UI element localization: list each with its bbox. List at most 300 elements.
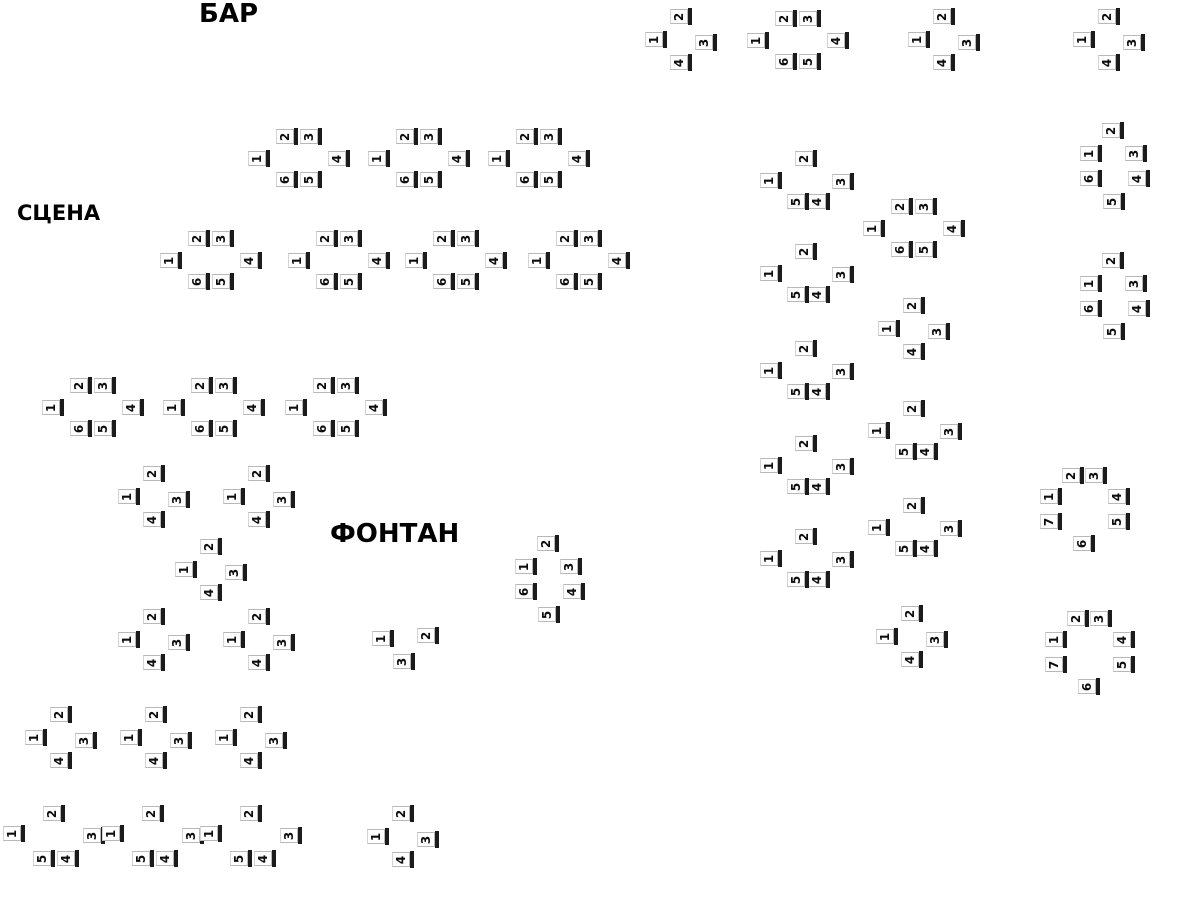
seat-number: 3 xyxy=(833,555,848,564)
seat-4[interactable] xyxy=(568,150,591,167)
seat-2[interactable] xyxy=(248,465,271,482)
seat-backrest-icon xyxy=(423,252,427,269)
seat-3[interactable] xyxy=(940,520,963,537)
seat-1[interactable] xyxy=(200,825,223,842)
seat-number: 1 xyxy=(529,256,544,265)
seat-2[interactable] xyxy=(903,400,926,417)
seat-2[interactable] xyxy=(537,535,560,552)
seat-5[interactable] xyxy=(787,571,810,588)
seat-cushion xyxy=(832,174,850,189)
seat-4[interactable] xyxy=(254,850,277,867)
seat-3[interactable] xyxy=(540,128,563,145)
seat-2[interactable] xyxy=(795,243,818,260)
seat-1[interactable] xyxy=(1040,488,1063,505)
seat-3[interactable] xyxy=(832,173,855,190)
seat-6[interactable] xyxy=(775,53,798,70)
seat-5[interactable] xyxy=(787,383,810,400)
seat-cushion xyxy=(1080,276,1098,291)
seat-number: 1 xyxy=(176,565,191,574)
seat-number: 7 xyxy=(1041,517,1056,526)
seat-backrest-icon xyxy=(946,323,950,340)
seat-cushion xyxy=(212,231,230,246)
seat-1[interactable] xyxy=(876,628,899,645)
seat-2[interactable] xyxy=(901,605,924,622)
seat-1[interactable] xyxy=(25,729,48,746)
seat-cushion xyxy=(392,852,410,867)
seat-5[interactable] xyxy=(580,273,603,290)
seat-backrest-icon xyxy=(826,383,830,400)
seat-1[interactable] xyxy=(760,362,783,379)
seat-2[interactable] xyxy=(775,10,798,27)
seat-3[interactable] xyxy=(1090,610,1113,627)
seat-2[interactable] xyxy=(795,528,818,545)
seat-1[interactable] xyxy=(118,488,141,505)
seat-6[interactable] xyxy=(1078,678,1101,695)
seat-number: 2 xyxy=(317,234,332,243)
seat-backrest-icon xyxy=(451,273,455,290)
seat-3[interactable] xyxy=(832,363,855,380)
seat-number: 2 xyxy=(434,234,449,243)
seat-4[interactable] xyxy=(248,511,271,528)
seat-4[interactable] xyxy=(808,383,831,400)
seat-4[interactable] xyxy=(240,752,263,769)
seat-1[interactable] xyxy=(1073,31,1096,48)
seat-number: 5 xyxy=(788,387,803,396)
seat-backrest-icon xyxy=(355,420,359,437)
seat-5[interactable] xyxy=(538,606,561,623)
seat-1[interactable] xyxy=(102,825,125,842)
seat-4[interactable] xyxy=(901,651,924,668)
seat-number: 1 xyxy=(119,635,134,644)
seat-backrest-icon xyxy=(120,825,124,842)
seat-4[interactable] xyxy=(1128,300,1151,317)
seat-cushion xyxy=(223,489,241,504)
seat-3[interactable] xyxy=(420,128,443,145)
seat-1[interactable] xyxy=(760,550,783,567)
seat-1[interactable] xyxy=(868,422,891,439)
seat-backrest-icon xyxy=(266,150,270,167)
seat-2[interactable] xyxy=(1067,610,1090,627)
seat-number: 2 xyxy=(144,612,159,621)
seat-1[interactable] xyxy=(160,252,183,269)
seat-backrest-icon xyxy=(958,520,962,537)
seat-number: 4 xyxy=(902,655,917,664)
seat-number: 1 xyxy=(879,324,894,333)
seat-3[interactable] xyxy=(695,34,718,51)
seat-4[interactable] xyxy=(903,343,926,360)
seat-number: 2 xyxy=(1103,126,1118,135)
seat-cushion xyxy=(903,498,921,513)
seat-backrest-icon xyxy=(778,457,782,474)
seat-4[interactable] xyxy=(57,850,80,867)
seat-3[interactable] xyxy=(265,732,288,749)
seat-backrest-icon xyxy=(306,252,310,269)
seat-3[interactable] xyxy=(832,551,855,568)
seat-backrest-icon xyxy=(218,584,222,601)
seat-cushion xyxy=(787,194,805,209)
seat-5[interactable] xyxy=(540,171,563,188)
seat-1[interactable] xyxy=(760,265,783,282)
seat-4[interactable] xyxy=(156,850,179,867)
seat-2[interactable] xyxy=(313,377,336,394)
seat-3[interactable] xyxy=(337,377,360,394)
seat-number: 4 xyxy=(366,403,381,412)
seat-1[interactable] xyxy=(175,561,198,578)
seat-cushion xyxy=(215,730,233,745)
seat-backrest-icon xyxy=(546,252,550,269)
seat-5[interactable] xyxy=(33,850,56,867)
seat-4[interactable] xyxy=(368,252,391,269)
seat-4[interactable] xyxy=(1113,631,1136,648)
seat-6[interactable] xyxy=(1080,300,1103,317)
seat-1[interactable] xyxy=(488,150,511,167)
seat-3[interactable] xyxy=(225,564,248,581)
seat-4[interactable] xyxy=(248,654,271,671)
seat-cushion xyxy=(273,492,291,507)
seat-cushion xyxy=(515,559,533,574)
seat-4[interactable] xyxy=(808,478,831,495)
seat-2[interactable] xyxy=(200,538,223,555)
seat-backrest-icon xyxy=(913,443,917,460)
seat-2[interactable] xyxy=(50,706,73,723)
seat-3[interactable] xyxy=(168,491,191,508)
seat-5[interactable] xyxy=(94,420,117,437)
seat-4[interactable] xyxy=(1098,54,1121,71)
seat-3[interactable] xyxy=(832,266,855,283)
seat-2[interactable] xyxy=(1062,467,1085,484)
seat-2[interactable] xyxy=(933,8,956,25)
seat-backrest-icon xyxy=(976,34,980,51)
seat-2[interactable] xyxy=(1102,252,1125,269)
seat-3[interactable] xyxy=(1085,467,1108,484)
seat-cushion xyxy=(230,851,248,866)
seat-number: 3 xyxy=(833,462,848,471)
seat-1[interactable] xyxy=(1080,275,1103,292)
seat-backrest-icon xyxy=(261,399,265,416)
seat-3[interactable] xyxy=(926,631,949,648)
seat-4[interactable] xyxy=(200,584,223,601)
seat-5[interactable] xyxy=(337,420,360,437)
seat-4[interactable] xyxy=(808,193,831,210)
seat-number: 5 xyxy=(896,544,911,553)
seat-6[interactable] xyxy=(515,583,538,600)
seat-2[interactable] xyxy=(891,198,914,215)
seat-3[interactable] xyxy=(212,230,235,247)
seat-1[interactable] xyxy=(515,558,538,575)
seat-1[interactable] xyxy=(118,631,141,648)
seat-7[interactable] xyxy=(1040,513,1063,530)
seat-4[interactable] xyxy=(808,286,831,303)
seat-7[interactable] xyxy=(1045,656,1068,673)
seat-4[interactable] xyxy=(143,511,166,528)
seat-5[interactable] xyxy=(132,850,155,867)
seat-3[interactable] xyxy=(340,230,363,247)
seat-5[interactable] xyxy=(340,273,363,290)
seat-3[interactable] xyxy=(273,491,296,508)
seat-backrest-icon xyxy=(411,653,415,670)
seat-cushion xyxy=(516,172,534,187)
seat-1[interactable] xyxy=(863,220,886,237)
seat-1[interactable] xyxy=(1080,145,1103,162)
seat-2[interactable] xyxy=(903,297,926,314)
seat-1[interactable] xyxy=(747,32,770,49)
seat-5[interactable] xyxy=(799,53,822,70)
seat-2[interactable] xyxy=(795,150,818,167)
seat-3[interactable] xyxy=(273,634,296,651)
seat-4[interactable] xyxy=(365,399,388,416)
seat-2[interactable] xyxy=(240,805,263,822)
seat-backrest-icon xyxy=(303,399,307,416)
seat-5[interactable] xyxy=(1103,193,1126,210)
seat-6[interactable] xyxy=(316,273,339,290)
seat-5[interactable] xyxy=(895,540,918,557)
seat-3[interactable] xyxy=(1125,145,1148,162)
seat-4[interactable] xyxy=(916,540,939,557)
seat-number: 3 xyxy=(169,495,184,504)
seat-1[interactable] xyxy=(878,320,901,337)
seat-6[interactable] xyxy=(188,273,211,290)
seat-1[interactable] xyxy=(3,825,26,842)
seat-cushion xyxy=(337,378,355,393)
seat-2[interactable] xyxy=(143,465,166,482)
seat-number: 1 xyxy=(406,256,421,265)
seat-3[interactable] xyxy=(799,10,822,27)
seat-4[interactable] xyxy=(608,252,631,269)
seat-1[interactable] xyxy=(288,252,311,269)
seat-3[interactable] xyxy=(915,198,938,215)
seat-cushion xyxy=(248,655,266,670)
seat-number: 1 xyxy=(761,461,776,470)
seat-cushion xyxy=(568,151,586,166)
seat-4[interactable] xyxy=(328,150,351,167)
seat-2[interactable] xyxy=(903,497,926,514)
seat-5[interactable] xyxy=(1113,656,1136,673)
seat-2[interactable] xyxy=(392,805,415,822)
seat-6[interactable] xyxy=(516,171,539,188)
seat-cushion xyxy=(940,424,958,439)
seat-3[interactable] xyxy=(832,458,855,475)
seat-2[interactable] xyxy=(556,230,579,247)
seat-6[interactable] xyxy=(1080,170,1103,187)
seat-cushion xyxy=(799,11,817,26)
seat-3[interactable] xyxy=(958,34,981,51)
seat-2[interactable] xyxy=(396,128,419,145)
seat-5[interactable] xyxy=(212,273,235,290)
seat-2[interactable] xyxy=(240,706,263,723)
seat-5[interactable] xyxy=(1103,323,1126,340)
seat-3[interactable] xyxy=(580,230,603,247)
seat-4[interactable] xyxy=(240,252,263,269)
seat-number: 3 xyxy=(1091,614,1106,623)
seat-cushion xyxy=(300,129,318,144)
seat-backrest-icon xyxy=(475,230,479,247)
seat-3[interactable] xyxy=(94,377,117,394)
seat-5[interactable] xyxy=(787,478,810,495)
seat-6[interactable] xyxy=(396,171,419,188)
seat-cushion xyxy=(891,199,909,214)
seat-3[interactable] xyxy=(168,634,191,651)
seat-4[interactable] xyxy=(943,220,966,237)
seat-3[interactable] xyxy=(928,323,951,340)
seat-3[interactable] xyxy=(393,653,416,670)
seat-1[interactable] xyxy=(42,399,65,416)
seat-backrest-icon xyxy=(230,273,234,290)
seat-backrest-icon xyxy=(188,732,192,749)
seat-1[interactable] xyxy=(372,630,395,647)
seat-1[interactable] xyxy=(163,399,186,416)
seat-3[interactable] xyxy=(940,423,963,440)
seat-3[interactable] xyxy=(280,827,303,844)
seat-6[interactable] xyxy=(313,420,336,437)
seat-2[interactable] xyxy=(276,128,299,145)
seat-1[interactable] xyxy=(760,172,783,189)
seat-5[interactable] xyxy=(1108,513,1131,530)
seat-3[interactable] xyxy=(75,732,98,749)
seat-4[interactable] xyxy=(1128,170,1151,187)
seat-cushion xyxy=(240,806,258,821)
seat-1[interactable] xyxy=(1045,631,1068,648)
seat-4[interactable] xyxy=(122,399,145,416)
seat-6[interactable] xyxy=(191,420,214,437)
seat-5[interactable] xyxy=(915,241,938,258)
seat-backrest-icon xyxy=(386,252,390,269)
seat-number: 5 xyxy=(458,277,473,286)
seat-number: 1 xyxy=(164,403,179,412)
seat-cushion xyxy=(372,631,390,646)
seat-backrest-icon xyxy=(1080,467,1084,484)
seat-3[interactable] xyxy=(1125,275,1148,292)
seat-number: 1 xyxy=(869,523,884,532)
seat-5[interactable] xyxy=(420,171,443,188)
seat-2[interactable] xyxy=(248,608,271,625)
seat-5[interactable] xyxy=(457,273,480,290)
seat-cushion xyxy=(795,529,813,544)
seat-number: 6 xyxy=(1074,539,1089,548)
seat-cushion xyxy=(1098,55,1116,70)
seat-cushion xyxy=(433,274,451,289)
seat-3[interactable] xyxy=(215,377,238,394)
seat-5[interactable] xyxy=(230,850,253,867)
seat-1[interactable] xyxy=(285,399,308,416)
seat-1[interactable] xyxy=(908,31,931,48)
seat-3[interactable] xyxy=(457,230,480,247)
seat-2[interactable] xyxy=(316,230,339,247)
seat-2[interactable] xyxy=(670,8,693,25)
seat-3[interactable] xyxy=(417,831,440,848)
seat-backrest-icon xyxy=(414,171,418,188)
seat-4[interactable] xyxy=(916,443,939,460)
seat-1[interactable] xyxy=(528,252,551,269)
seat-backrest-icon xyxy=(435,831,439,848)
seat-number: 6 xyxy=(1081,174,1096,183)
seat-3[interactable] xyxy=(170,732,193,749)
seat-1[interactable] xyxy=(215,729,238,746)
seat-2[interactable] xyxy=(143,608,166,625)
seat-cushion xyxy=(808,572,826,587)
seat-1[interactable] xyxy=(868,519,891,536)
seat-4[interactable] xyxy=(392,851,415,868)
seat-4[interactable] xyxy=(448,150,471,167)
seat-1[interactable] xyxy=(405,252,428,269)
seat-backrest-icon xyxy=(206,273,210,290)
seat-6[interactable] xyxy=(1073,535,1096,552)
seat-4[interactable] xyxy=(1108,488,1131,505)
seat-cushion xyxy=(1098,9,1116,24)
seat-backrest-icon xyxy=(813,243,817,260)
seat-number: 1 xyxy=(1081,149,1096,158)
seat-2[interactable] xyxy=(1098,8,1121,25)
seat-1[interactable] xyxy=(120,729,143,746)
seat-4[interactable] xyxy=(563,583,586,600)
seat-4[interactable] xyxy=(143,654,166,671)
seat-1[interactable] xyxy=(368,150,391,167)
seat-3[interactable] xyxy=(1123,34,1146,51)
seat-1[interactable] xyxy=(223,488,246,505)
seat-1[interactable] xyxy=(645,31,668,48)
seat-2[interactable] xyxy=(70,377,93,394)
seat-2[interactable] xyxy=(43,805,66,822)
seat-1[interactable] xyxy=(760,457,783,474)
seat-2[interactable] xyxy=(516,128,539,145)
seat-2[interactable] xyxy=(433,230,456,247)
seat-2[interactable] xyxy=(1102,122,1125,139)
seat-backrest-icon xyxy=(466,150,470,167)
seat-1[interactable] xyxy=(223,631,246,648)
seat-4[interactable] xyxy=(827,32,850,49)
seat-1[interactable] xyxy=(248,150,271,167)
seat-2[interactable] xyxy=(191,377,214,394)
seat-2[interactable] xyxy=(188,230,211,247)
seat-5[interactable] xyxy=(215,420,238,437)
seat-4[interactable] xyxy=(485,252,508,269)
seat-cushion xyxy=(248,512,266,527)
seat-cushion xyxy=(787,384,805,399)
seat-4[interactable] xyxy=(50,752,73,769)
seat-2[interactable] xyxy=(417,627,440,644)
seat-number: 2 xyxy=(397,132,412,141)
seat-1[interactable] xyxy=(367,828,390,845)
seat-number: 2 xyxy=(249,612,264,621)
seat-5[interactable] xyxy=(787,193,810,210)
seat-6[interactable] xyxy=(556,273,579,290)
seat-4[interactable] xyxy=(808,571,831,588)
seat-2[interactable] xyxy=(795,340,818,357)
seat-number: 1 xyxy=(1041,492,1056,501)
seat-5[interactable] xyxy=(895,443,918,460)
seat-5[interactable] xyxy=(787,286,810,303)
seat-4[interactable] xyxy=(145,752,168,769)
seat-number: 5 xyxy=(95,424,110,433)
seat-6[interactable] xyxy=(70,420,93,437)
seat-backrest-icon xyxy=(578,558,582,575)
seat-4[interactable] xyxy=(933,54,956,71)
seat-backrest-icon xyxy=(688,8,692,25)
seat-3[interactable] xyxy=(300,128,323,145)
seat-2[interactable] xyxy=(795,435,818,452)
seat-6[interactable] xyxy=(276,171,299,188)
seat-6[interactable] xyxy=(891,241,914,258)
seat-2[interactable] xyxy=(142,805,165,822)
seat-2[interactable] xyxy=(145,706,168,723)
seat-3[interactable] xyxy=(560,558,583,575)
seat-number: 5 xyxy=(231,854,246,863)
seat-4[interactable] xyxy=(243,399,266,416)
seat-5[interactable] xyxy=(300,171,323,188)
seat-backrest-icon xyxy=(1098,170,1102,187)
seat-4[interactable] xyxy=(670,54,693,71)
seat-cushion xyxy=(248,466,266,481)
seat-6[interactable] xyxy=(433,273,456,290)
